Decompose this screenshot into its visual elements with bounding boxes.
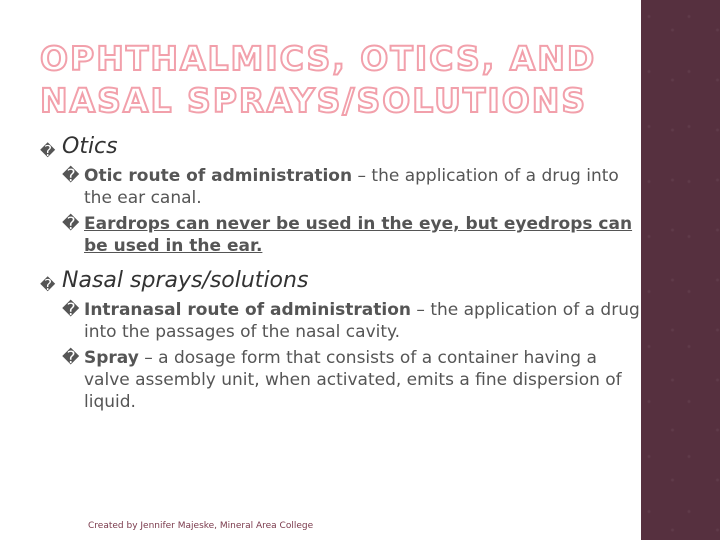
section-heading-otics <box>40 133 640 161</box>
section-heading-label: Otics <box>62 134 118 159</box>
bullet-icon: � <box>62 166 80 186</box>
decorative-side-bar <box>641 0 720 540</box>
bullet-icon: � <box>40 142 56 160</box>
item-text: – the application of a drug into the ear canal. <box>84 166 619 208</box>
section-heading-label: Nasal sprays/solutions <box>62 268 309 293</box>
bullet-icon: � <box>62 348 80 368</box>
slide-title: OPHTHALMICS, OTICS, AND NASAL SPRAYS/SOLUTIONS <box>40 39 597 120</box>
bullet-icon: � <box>40 276 56 294</box>
slide-content <box>40 133 640 417</box>
list-item-spray <box>40 347 640 413</box>
item-text: – a dosage form that consists of a container having a valve assembly unit, when activated, emits a fine dispersion of liquid. <box>84 348 622 412</box>
list-item-intranasal-route <box>40 299 640 343</box>
section-heading-nasal <box>40 267 640 295</box>
item-term: Otic route of administration <box>84 166 353 186</box>
item-term: Intranasal route of administration <box>84 300 412 320</box>
bullet-icon: � <box>62 214 80 234</box>
bullet-icon: � <box>62 300 80 320</box>
item-term: Spray <box>84 348 139 368</box>
list-item-otic-route <box>40 165 640 209</box>
item-text: – the application of a drug into the passages of the nasal cavity. <box>84 300 640 342</box>
footer-credit: Created by Jennifer Majeske, Mineral Area College <box>88 521 314 531</box>
list-item-eardrops-note <box>40 213 640 257</box>
item-underlined-text: Eardrops can never be used in the eye, but eyedrops can be used in the ear. <box>84 214 633 256</box>
